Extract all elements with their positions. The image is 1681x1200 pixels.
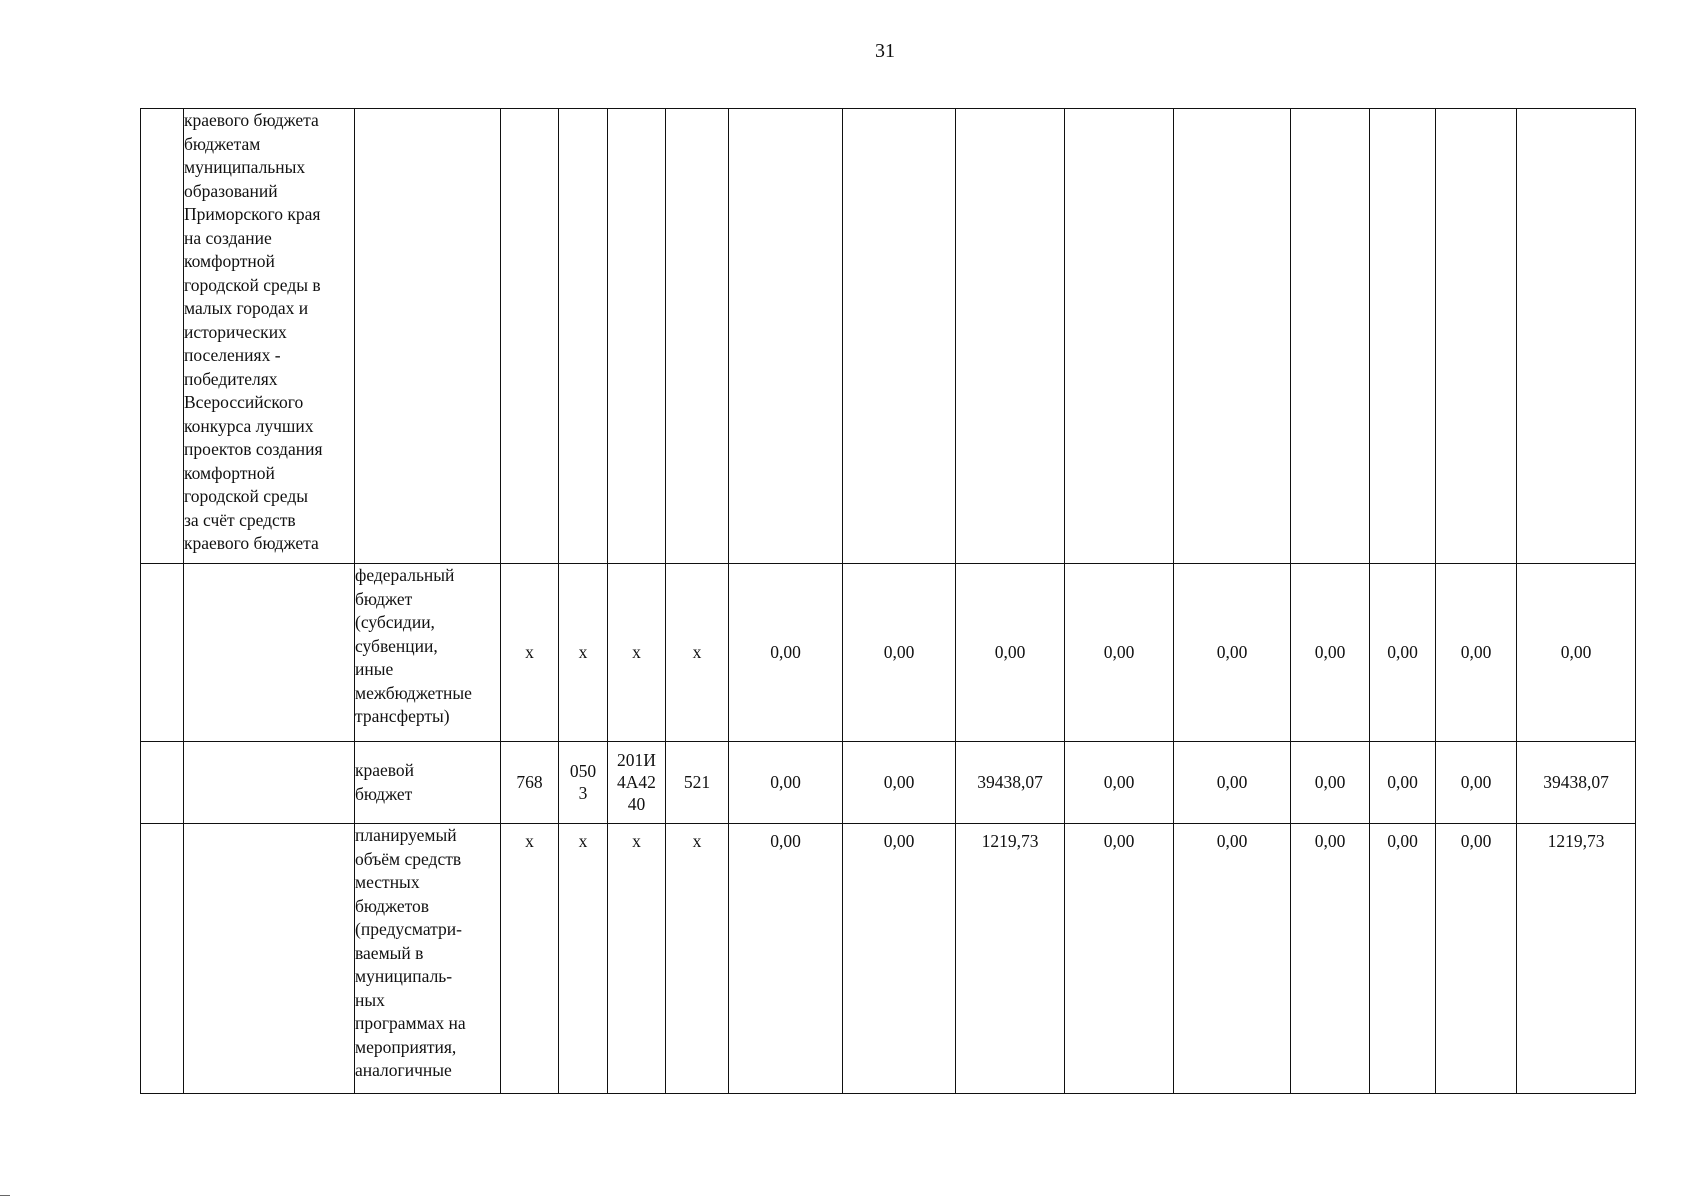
vr-cell — [666, 109, 729, 564]
source-line: ваемый в — [355, 942, 424, 963]
description-line: Приморского края — [184, 204, 321, 224]
description-line: за счёт средств — [184, 509, 296, 530]
source-line: бюджетов — [355, 895, 430, 916]
value-cell — [1065, 109, 1174, 564]
source-line: аналогичные — [355, 1060, 452, 1080]
value-cell: 0,00 — [1370, 564, 1436, 742]
description-line: образований — [184, 180, 278, 201]
rz-pr-cell: х — [559, 564, 608, 742]
value-cell: 0,00 — [843, 564, 956, 742]
source-line: межбюджетные — [355, 682, 472, 703]
source-line: ных — [355, 989, 385, 1010]
code-line: 4А42 — [617, 771, 656, 792]
description-line: краевого бюджета — [184, 533, 319, 553]
table-row-regional-budget — [141, 742, 1636, 824]
source-cell — [355, 109, 501, 564]
source-line: трансферты) — [355, 706, 450, 726]
value-cell: 1219,73 — [956, 824, 1065, 1094]
table-row-federal-budget — [141, 564, 1636, 742]
value-cell: 0,00 — [956, 564, 1065, 742]
description-line: городской среды — [184, 486, 308, 506]
budget-table — [140, 108, 1636, 1094]
description-line: проектов создания — [184, 439, 323, 459]
value-cell: 0,00 — [729, 742, 843, 824]
value-cell: 0,00 — [1370, 742, 1436, 824]
source-line: программах на — [355, 1013, 466, 1033]
value-cell: 39438,07 — [956, 742, 1065, 824]
rz-pr-code — [570, 760, 596, 804]
description-cell — [184, 564, 355, 742]
source-line: планируемый — [355, 825, 457, 845]
source-cell — [355, 742, 501, 824]
value-cell: 0,00 — [843, 824, 956, 1094]
value-cell: 39438,07 — [1517, 742, 1636, 824]
source-line: объём средств — [355, 848, 462, 869]
value-cell: 0,00 — [1065, 564, 1174, 742]
value-cell: 0,00 — [1174, 824, 1291, 1094]
value-cell: 0,00 — [843, 742, 956, 824]
source-line: (предусматри- — [355, 919, 462, 939]
code-line: 201И — [617, 749, 656, 770]
grbs-cell — [501, 109, 559, 564]
description-cell — [184, 109, 355, 564]
description-line: муниципальных — [184, 157, 306, 177]
source-line: (субсидии, — [355, 612, 435, 632]
value-cell: 0,00 — [729, 824, 843, 1094]
description-cell — [184, 824, 355, 1094]
value-cell: 0,00 — [1065, 824, 1174, 1094]
source-line: бюджет — [355, 783, 413, 804]
description-line: комфортной — [184, 462, 275, 483]
vr-cell: х — [666, 564, 729, 742]
value-cell: 0,00 — [1065, 742, 1174, 824]
value-cell: 0,00 — [1517, 564, 1636, 742]
code-line: 3 — [578, 782, 588, 803]
description-line: комфортной — [184, 251, 275, 271]
table-row-description — [141, 109, 1636, 564]
description-line: Всероссийского — [184, 392, 304, 412]
grbs-cell: 768 — [501, 742, 559, 824]
csr-cell: х — [608, 824, 666, 1094]
value-cell: 0,00 — [1291, 824, 1370, 1094]
description-line: поселениях - — [184, 345, 281, 365]
value-cell: 0,00 — [1436, 564, 1517, 742]
value-cell — [729, 109, 843, 564]
source-line: иные — [355, 659, 394, 679]
description-line: на создание — [184, 227, 272, 248]
grbs-cell: х — [501, 564, 559, 742]
source-cell — [355, 824, 501, 1094]
value-cell — [1370, 109, 1436, 564]
csr-cell: х — [608, 564, 666, 742]
index-cell — [141, 564, 184, 742]
code-line: 40 — [627, 793, 646, 814]
description-cell — [184, 742, 355, 824]
source-line: федеральный — [355, 565, 455, 585]
description-line: бюджетам — [184, 133, 261, 154]
source-line: краевой — [355, 760, 415, 780]
index-cell — [141, 109, 184, 564]
value-cell: 0,00 — [729, 564, 843, 742]
csr-cell — [608, 109, 666, 564]
source-cell — [355, 564, 501, 742]
rz-pr-cell: х — [559, 824, 608, 1094]
value-cell — [1174, 109, 1291, 564]
value-cell: 0,00 — [1436, 824, 1517, 1094]
vr-cell: х — [666, 824, 729, 1094]
index-cell — [141, 742, 184, 824]
vr-cell: 521 — [666, 742, 729, 824]
source-line: бюджет — [355, 588, 413, 609]
value-cell: 0,00 — [1291, 742, 1370, 824]
rz-pr-cell — [559, 109, 608, 564]
page-number: 31 — [875, 40, 895, 62]
value-cell: 0,00 — [1174, 742, 1291, 824]
value-cell: 0,00 — [1291, 564, 1370, 742]
source-line: субвенции, — [355, 635, 438, 656]
value-cell — [1517, 109, 1636, 564]
value-cell — [1436, 109, 1517, 564]
description-line: городской среды в — [184, 274, 321, 295]
index-cell — [141, 824, 184, 1094]
value-cell: 0,00 — [1370, 824, 1436, 1094]
source-line: мероприятия, — [355, 1036, 457, 1057]
value-cell — [956, 109, 1065, 564]
value-cell — [1291, 109, 1370, 564]
value-cell: 0,00 — [1174, 564, 1291, 742]
grbs-cell: х — [501, 824, 559, 1094]
table-row-local-budget — [141, 824, 1636, 1094]
value-cell — [843, 109, 956, 564]
description-line: победителях — [184, 368, 278, 389]
description-line: исторических — [184, 321, 287, 342]
value-cell: 1219,73 — [1517, 824, 1636, 1094]
description-line: малых городах и — [184, 298, 309, 318]
page-edge-mark — [0, 1195, 10, 1196]
source-line: муниципаль- — [355, 966, 453, 986]
value-cell: 0,00 — [1436, 742, 1517, 824]
description-line: конкурса лучших — [184, 415, 314, 436]
code-line: 050 — [569, 760, 597, 781]
rz-pr-cell — [559, 742, 608, 824]
source-line: местных — [355, 872, 420, 892]
description-line: краевого бюджета — [184, 110, 319, 130]
csr-code — [617, 749, 656, 815]
csr-cell — [608, 742, 666, 824]
